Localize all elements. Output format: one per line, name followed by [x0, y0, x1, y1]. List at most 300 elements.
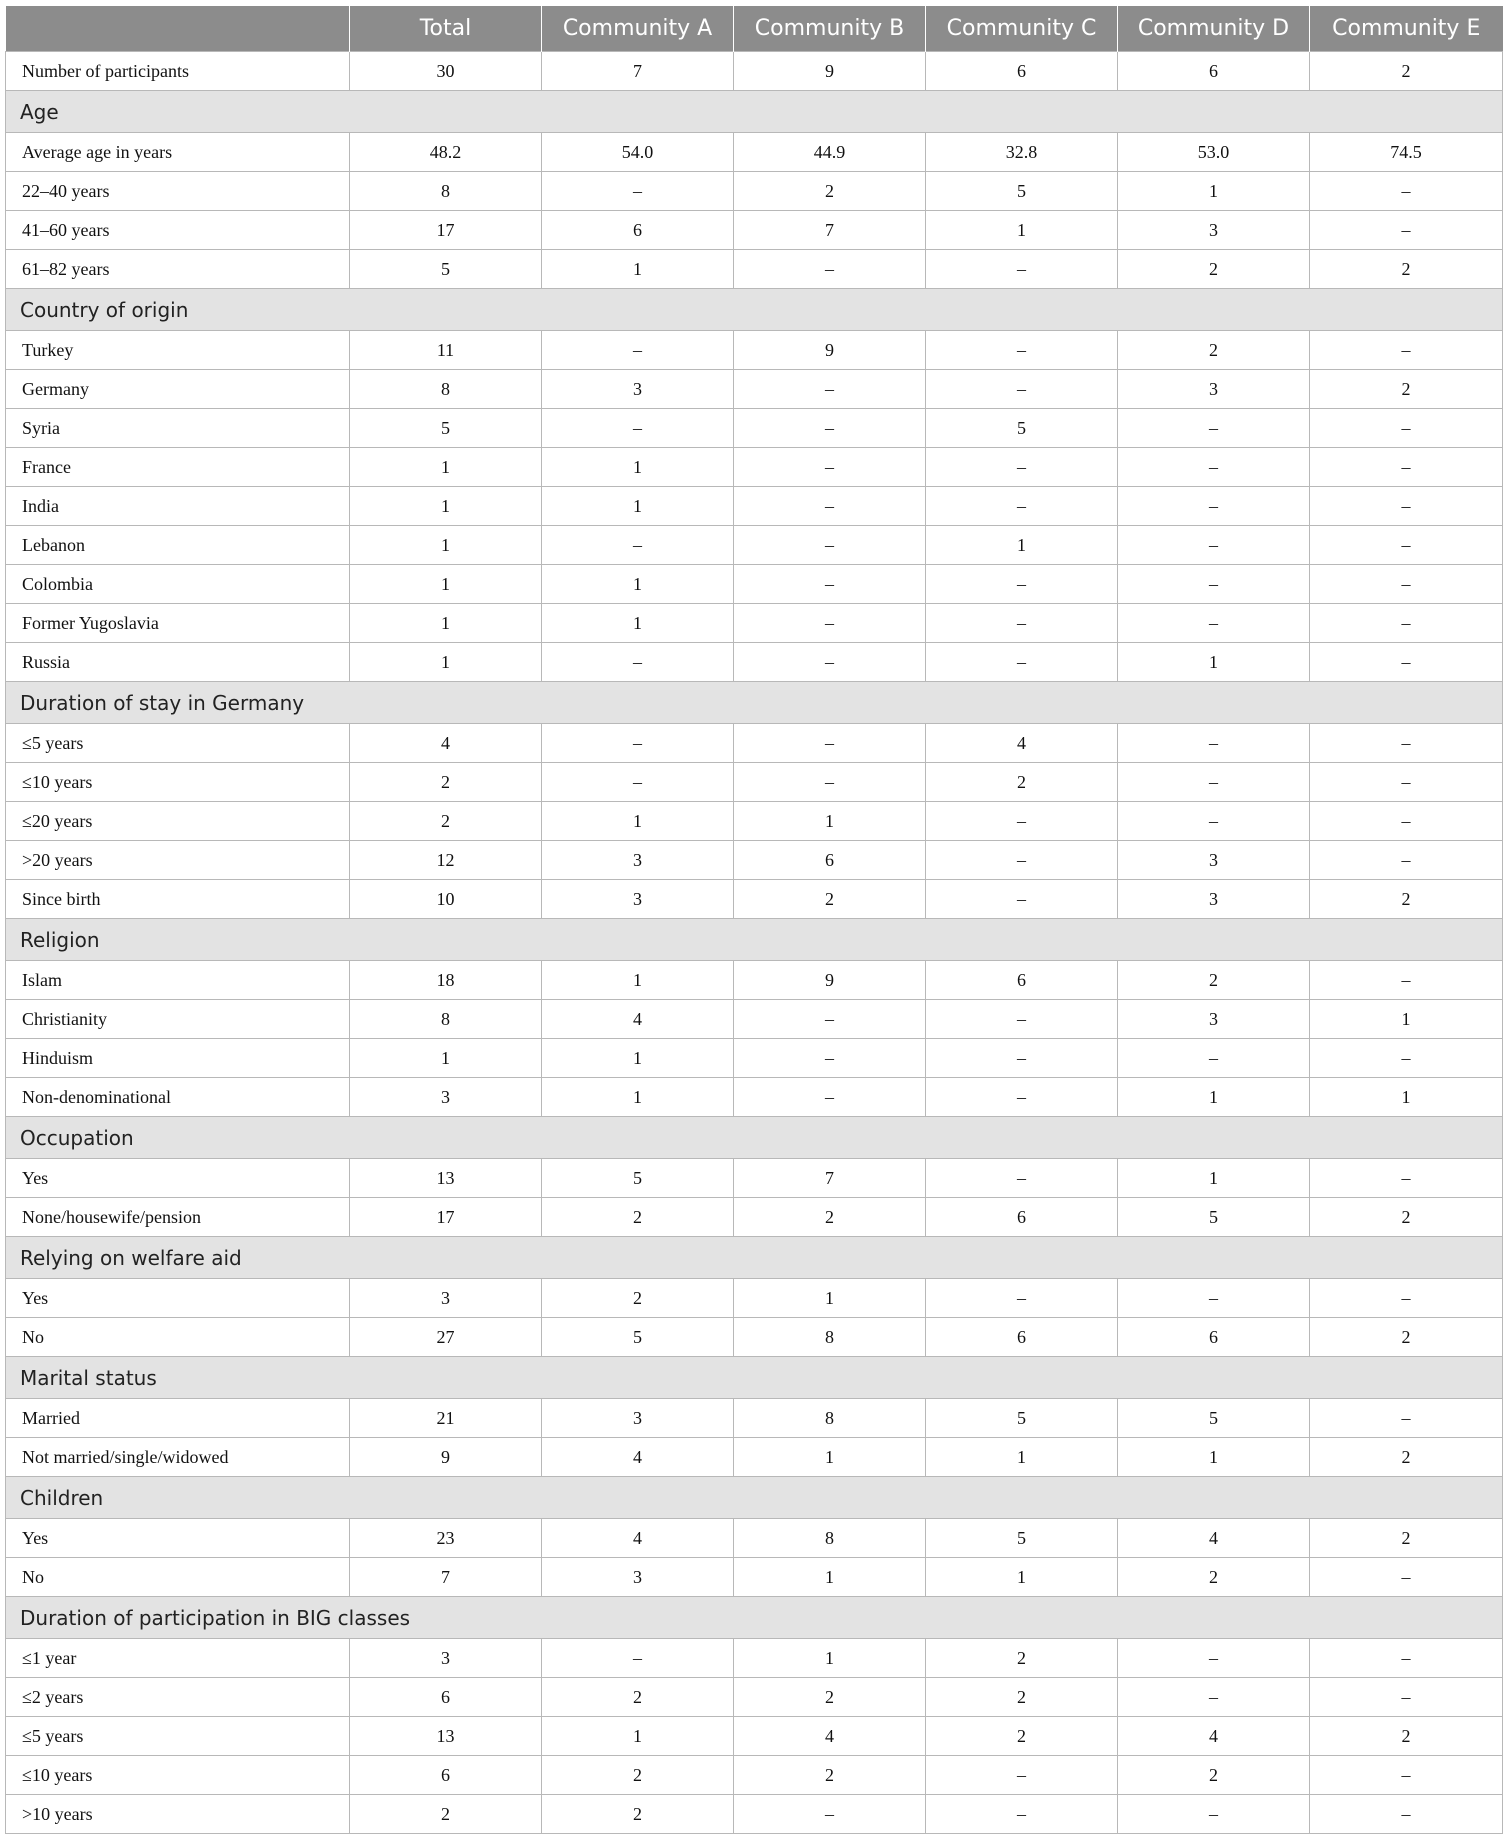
- section-header-row: [6, 1117, 1503, 1159]
- header-cell-label: [6, 6, 350, 52]
- row-label: >10 years: [6, 1795, 350, 1834]
- value-cell: 13: [350, 1717, 542, 1756]
- value-cell: –: [734, 526, 926, 565]
- value-cell: 2: [734, 172, 926, 211]
- value-cell: 8: [734, 1519, 926, 1558]
- value-cell: 2: [1310, 1519, 1503, 1558]
- value-cell: 1: [1118, 1438, 1310, 1477]
- value-cell: –: [926, 1000, 1118, 1039]
- row-label: 61–82 years: [6, 250, 350, 289]
- value-cell: 7: [350, 1558, 542, 1597]
- value-cell: –: [734, 448, 926, 487]
- value-cell: –: [1310, 1399, 1503, 1438]
- row-label: India: [6, 487, 350, 526]
- row-label: ≤10 years: [6, 1756, 350, 1795]
- value-cell: 2: [542, 1279, 734, 1318]
- value-cell: –: [1118, 1795, 1310, 1834]
- value-cell: 1: [542, 802, 734, 841]
- row-label: Hinduism: [6, 1039, 350, 1078]
- table-row: [6, 1717, 1503, 1756]
- value-cell: –: [1310, 1159, 1503, 1198]
- value-cell: 5: [542, 1318, 734, 1357]
- value-cell: 2: [350, 1795, 542, 1834]
- value-cell: –: [1118, 409, 1310, 448]
- value-cell: 1: [542, 250, 734, 289]
- value-cell: –: [734, 1000, 926, 1039]
- value-cell: 5: [350, 250, 542, 289]
- section-title: Duration of stay in Germany: [6, 682, 1503, 724]
- value-cell: 5: [926, 1519, 1118, 1558]
- value-cell: –: [1310, 1279, 1503, 1318]
- value-cell: 30: [350, 52, 542, 91]
- value-cell: –: [1310, 565, 1503, 604]
- table-row: [6, 1078, 1503, 1117]
- section-title: Country of origin: [6, 289, 1503, 331]
- table-row: [6, 1558, 1503, 1597]
- value-cell: 8: [734, 1318, 926, 1357]
- value-cell: –: [542, 643, 734, 682]
- value-cell: –: [926, 880, 1118, 919]
- row-label: ≤5 years: [6, 1717, 350, 1756]
- value-cell: –: [1310, 1039, 1503, 1078]
- value-cell: –: [1118, 448, 1310, 487]
- value-cell: 1: [926, 526, 1118, 565]
- value-cell: –: [734, 643, 926, 682]
- value-cell: –: [1118, 565, 1310, 604]
- value-cell: –: [542, 172, 734, 211]
- value-cell: 6: [926, 52, 1118, 91]
- table-row: [6, 211, 1503, 250]
- value-cell: 7: [734, 211, 926, 250]
- value-cell: –: [926, 841, 1118, 880]
- value-cell: 3: [1118, 841, 1310, 880]
- table-row: [6, 331, 1503, 370]
- value-cell: 4: [542, 1438, 734, 1477]
- section-header-row: [6, 1357, 1503, 1399]
- value-cell: –: [1118, 724, 1310, 763]
- value-cell: –: [1310, 1678, 1503, 1717]
- section-title: Children: [6, 1477, 1503, 1519]
- value-cell: 6: [734, 841, 926, 880]
- value-cell: 3: [1118, 370, 1310, 409]
- table-row: [6, 1279, 1503, 1318]
- value-cell: 6: [350, 1678, 542, 1717]
- value-cell: 7: [542, 52, 734, 91]
- value-cell: 6: [926, 1318, 1118, 1357]
- row-label: Turkey: [6, 331, 350, 370]
- row-label: Since birth: [6, 880, 350, 919]
- value-cell: –: [1310, 1639, 1503, 1678]
- value-cell: 4: [542, 1519, 734, 1558]
- section-title: Religion: [6, 919, 1503, 961]
- value-cell: 4: [734, 1717, 926, 1756]
- row-label: Yes: [6, 1519, 350, 1558]
- value-cell: –: [542, 331, 734, 370]
- table-row: [6, 1198, 1503, 1237]
- section-header-row: [6, 91, 1503, 133]
- table-row: [6, 526, 1503, 565]
- section-header-row: [6, 682, 1503, 724]
- value-cell: 1: [1310, 1078, 1503, 1117]
- value-cell: 2: [1118, 1756, 1310, 1795]
- header-cell-community-d: Community D: [1118, 6, 1310, 52]
- value-cell: 2: [926, 1717, 1118, 1756]
- value-cell: –: [542, 1639, 734, 1678]
- table-row: [6, 1318, 1503, 1357]
- value-cell: –: [1310, 1795, 1503, 1834]
- value-cell: 17: [350, 211, 542, 250]
- table-row: [6, 1795, 1503, 1834]
- value-cell: 9: [734, 52, 926, 91]
- row-label: Colombia: [6, 565, 350, 604]
- value-cell: 4: [926, 724, 1118, 763]
- value-cell: 3: [1118, 1000, 1310, 1039]
- value-cell: 1: [350, 448, 542, 487]
- value-cell: 2: [734, 1678, 926, 1717]
- section-title: Relying on welfare aid: [6, 1237, 1503, 1279]
- value-cell: –: [1310, 409, 1503, 448]
- value-cell: 2: [1310, 250, 1503, 289]
- value-cell: 2: [1310, 1318, 1503, 1357]
- value-cell: 17: [350, 1198, 542, 1237]
- header-cell-community-e: Community E: [1310, 6, 1503, 52]
- header-row: [6, 6, 1503, 52]
- value-cell: 2: [926, 1639, 1118, 1678]
- value-cell: –: [1310, 211, 1503, 250]
- row-label: France: [6, 448, 350, 487]
- row-label: 41–60 years: [6, 211, 350, 250]
- value-cell: 3: [542, 1399, 734, 1438]
- value-cell: –: [1310, 841, 1503, 880]
- value-cell: 6: [542, 211, 734, 250]
- row-label: ≤20 years: [6, 802, 350, 841]
- table-row: [6, 1678, 1503, 1717]
- value-cell: 5: [926, 409, 1118, 448]
- value-cell: –: [734, 604, 926, 643]
- value-cell: 6: [926, 961, 1118, 1000]
- value-cell: –: [926, 604, 1118, 643]
- value-cell: –: [542, 526, 734, 565]
- table-row: [6, 1756, 1503, 1795]
- table-row: [6, 1039, 1503, 1078]
- value-cell: 6: [1118, 1318, 1310, 1357]
- value-cell: 18: [350, 961, 542, 1000]
- value-cell: 2: [734, 880, 926, 919]
- value-cell: 2: [542, 1756, 734, 1795]
- demographics-table: [5, 6, 1503, 1834]
- value-cell: 8: [350, 172, 542, 211]
- row-label: Syria: [6, 409, 350, 448]
- value-cell: –: [734, 1039, 926, 1078]
- row-label: Non-denominational: [6, 1078, 350, 1117]
- row-label: Islam: [6, 961, 350, 1000]
- value-cell: –: [734, 1795, 926, 1834]
- value-cell: 74.5: [1310, 133, 1503, 172]
- value-cell: –: [926, 1279, 1118, 1318]
- value-cell: 5: [542, 1159, 734, 1198]
- table-row: [6, 487, 1503, 526]
- value-cell: 7: [734, 1159, 926, 1198]
- value-cell: –: [926, 1756, 1118, 1795]
- value-cell: 1: [542, 1717, 734, 1756]
- value-cell: 5: [926, 172, 1118, 211]
- value-cell: 8: [734, 1399, 926, 1438]
- value-cell: 2: [350, 763, 542, 802]
- value-cell: –: [1310, 487, 1503, 526]
- value-cell: 1: [926, 1438, 1118, 1477]
- value-cell: 1: [350, 1039, 542, 1078]
- value-cell: 3: [350, 1078, 542, 1117]
- value-cell: –: [734, 724, 926, 763]
- value-cell: 2: [1310, 1198, 1503, 1237]
- value-cell: 4: [350, 724, 542, 763]
- value-cell: 2: [1310, 1717, 1503, 1756]
- value-cell: 9: [350, 1438, 542, 1477]
- value-cell: –: [1310, 643, 1503, 682]
- value-cell: 5: [926, 1399, 1118, 1438]
- value-cell: 2: [1118, 1558, 1310, 1597]
- value-cell: 48.2: [350, 133, 542, 172]
- value-cell: 1: [350, 526, 542, 565]
- value-cell: 53.0: [1118, 133, 1310, 172]
- row-label: None/housewife/pension: [6, 1198, 350, 1237]
- row-label: Number of participants: [6, 52, 350, 91]
- value-cell: 1: [926, 1558, 1118, 1597]
- value-cell: 2: [1118, 331, 1310, 370]
- value-cell: 9: [734, 331, 926, 370]
- value-cell: –: [1310, 526, 1503, 565]
- table-row: [6, 52, 1503, 91]
- table-row: [6, 1639, 1503, 1678]
- value-cell: 12: [350, 841, 542, 880]
- value-cell: 1: [542, 604, 734, 643]
- row-label: Former Yugoslavia: [6, 604, 350, 643]
- value-cell: –: [926, 1078, 1118, 1117]
- table-row: [6, 880, 1503, 919]
- value-cell: –: [1118, 1639, 1310, 1678]
- value-cell: –: [734, 1078, 926, 1117]
- table-row: [6, 1399, 1503, 1438]
- section-header-row: [6, 1477, 1503, 1519]
- value-cell: 2: [734, 1756, 926, 1795]
- table-body: [6, 52, 1503, 1834]
- table-row: [6, 172, 1503, 211]
- header-cell-community-c: Community C: [926, 6, 1118, 52]
- table-row: [6, 802, 1503, 841]
- value-cell: –: [926, 1159, 1118, 1198]
- value-cell: 1: [734, 1639, 926, 1678]
- table-row: [6, 841, 1503, 880]
- value-cell: –: [1118, 1678, 1310, 1717]
- value-cell: 1: [734, 1438, 926, 1477]
- value-cell: –: [734, 565, 926, 604]
- value-cell: –: [542, 724, 734, 763]
- value-cell: 4: [1118, 1519, 1310, 1558]
- section-title: Marital status: [6, 1357, 1503, 1399]
- value-cell: 1: [734, 1279, 926, 1318]
- value-cell: –: [926, 1039, 1118, 1078]
- row-label: Not married/single/widowed: [6, 1438, 350, 1477]
- row-label: ≤2 years: [6, 1678, 350, 1717]
- value-cell: –: [1118, 604, 1310, 643]
- value-cell: –: [734, 763, 926, 802]
- table-row: [6, 724, 1503, 763]
- value-cell: 2: [1310, 880, 1503, 919]
- value-cell: 1: [1118, 1159, 1310, 1198]
- value-cell: 2: [1310, 1438, 1503, 1477]
- value-cell: 1: [542, 1078, 734, 1117]
- value-cell: 1: [350, 643, 542, 682]
- value-cell: 2: [542, 1678, 734, 1717]
- value-cell: –: [1118, 1279, 1310, 1318]
- value-cell: 3: [350, 1639, 542, 1678]
- value-cell: 6: [350, 1756, 542, 1795]
- value-cell: 1: [542, 565, 734, 604]
- value-cell: 44.9: [734, 133, 926, 172]
- section-header-row: [6, 919, 1503, 961]
- table-row: [6, 1438, 1503, 1477]
- row-label: ≤10 years: [6, 763, 350, 802]
- row-label: Russia: [6, 643, 350, 682]
- row-label: Germany: [6, 370, 350, 409]
- table-row: [6, 448, 1503, 487]
- value-cell: 5: [350, 409, 542, 448]
- value-cell: 1: [542, 487, 734, 526]
- value-cell: 1: [542, 961, 734, 1000]
- value-cell: 8: [350, 1000, 542, 1039]
- section-header-row: [6, 1237, 1503, 1279]
- value-cell: 13: [350, 1159, 542, 1198]
- table-row: [6, 763, 1503, 802]
- value-cell: 1: [542, 448, 734, 487]
- value-cell: –: [926, 1795, 1118, 1834]
- value-cell: –: [1118, 802, 1310, 841]
- header-cell-community-b: Community B: [734, 6, 926, 52]
- table-row: [6, 565, 1503, 604]
- table-row: [6, 370, 1503, 409]
- value-cell: 2: [734, 1198, 926, 1237]
- table-row: [6, 1159, 1503, 1198]
- value-cell: –: [926, 331, 1118, 370]
- row-label: Christianity: [6, 1000, 350, 1039]
- value-cell: 1: [1118, 643, 1310, 682]
- value-cell: 2: [542, 1795, 734, 1834]
- value-cell: –: [734, 487, 926, 526]
- row-label: Average age in years: [6, 133, 350, 172]
- table-row: [6, 250, 1503, 289]
- value-cell: 6: [1118, 52, 1310, 91]
- value-cell: 3: [1118, 880, 1310, 919]
- value-cell: 1: [542, 1039, 734, 1078]
- row-label: ≤1 year: [6, 1639, 350, 1678]
- value-cell: –: [1118, 1039, 1310, 1078]
- row-label: Yes: [6, 1159, 350, 1198]
- value-cell: 8: [350, 370, 542, 409]
- value-cell: 23: [350, 1519, 542, 1558]
- value-cell: 27: [350, 1318, 542, 1357]
- value-cell: 1: [734, 802, 926, 841]
- value-cell: –: [926, 487, 1118, 526]
- value-cell: –: [926, 370, 1118, 409]
- value-cell: 2: [926, 763, 1118, 802]
- value-cell: 54.0: [542, 133, 734, 172]
- value-cell: –: [1310, 172, 1503, 211]
- value-cell: 9: [734, 961, 926, 1000]
- table-row: [6, 133, 1503, 172]
- value-cell: 1: [926, 211, 1118, 250]
- value-cell: –: [1310, 763, 1503, 802]
- value-cell: –: [926, 565, 1118, 604]
- value-cell: 3: [1118, 211, 1310, 250]
- value-cell: –: [926, 802, 1118, 841]
- section-header-row: [6, 1597, 1503, 1639]
- value-cell: 3: [542, 1558, 734, 1597]
- value-cell: –: [926, 643, 1118, 682]
- value-cell: –: [1118, 487, 1310, 526]
- table-row: [6, 1519, 1503, 1558]
- row-label: No: [6, 1318, 350, 1357]
- row-label: No: [6, 1558, 350, 1597]
- section-title: Occupation: [6, 1117, 1503, 1159]
- value-cell: 2: [1118, 961, 1310, 1000]
- value-cell: 3: [542, 841, 734, 880]
- value-cell: 5: [1118, 1399, 1310, 1438]
- table-row: [6, 409, 1503, 448]
- value-cell: 4: [542, 1000, 734, 1039]
- value-cell: 1: [1310, 1000, 1503, 1039]
- table-row: [6, 643, 1503, 682]
- value-cell: 1: [350, 487, 542, 526]
- value-cell: 32.8: [926, 133, 1118, 172]
- value-cell: –: [1310, 448, 1503, 487]
- value-cell: 2: [350, 802, 542, 841]
- section-header-row: [6, 289, 1503, 331]
- row-label: Yes: [6, 1279, 350, 1318]
- value-cell: –: [1118, 763, 1310, 802]
- value-cell: 1: [1118, 1078, 1310, 1117]
- value-cell: –: [926, 448, 1118, 487]
- value-cell: –: [926, 250, 1118, 289]
- value-cell: 2: [542, 1198, 734, 1237]
- section-title: Age: [6, 91, 1503, 133]
- value-cell: –: [1310, 802, 1503, 841]
- value-cell: 1: [1118, 172, 1310, 211]
- value-cell: 1: [350, 565, 542, 604]
- header-cell-total: Total: [350, 6, 542, 52]
- value-cell: –: [542, 763, 734, 802]
- value-cell: –: [1310, 604, 1503, 643]
- value-cell: –: [1310, 1756, 1503, 1795]
- row-label: ≤5 years: [6, 724, 350, 763]
- row-label: Married: [6, 1399, 350, 1438]
- value-cell: –: [1310, 961, 1503, 1000]
- table-row: [6, 604, 1503, 643]
- value-cell: 2: [926, 1678, 1118, 1717]
- value-cell: 11: [350, 331, 542, 370]
- value-cell: –: [542, 409, 734, 448]
- value-cell: 3: [542, 880, 734, 919]
- value-cell: 2: [1310, 370, 1503, 409]
- value-cell: 2: [1118, 250, 1310, 289]
- value-cell: 3: [542, 370, 734, 409]
- value-cell: 2: [1310, 52, 1503, 91]
- value-cell: –: [734, 409, 926, 448]
- row-label: 22–40 years: [6, 172, 350, 211]
- value-cell: 1: [734, 1558, 926, 1597]
- value-cell: 21: [350, 1399, 542, 1438]
- value-cell: –: [1310, 724, 1503, 763]
- value-cell: 6: [926, 1198, 1118, 1237]
